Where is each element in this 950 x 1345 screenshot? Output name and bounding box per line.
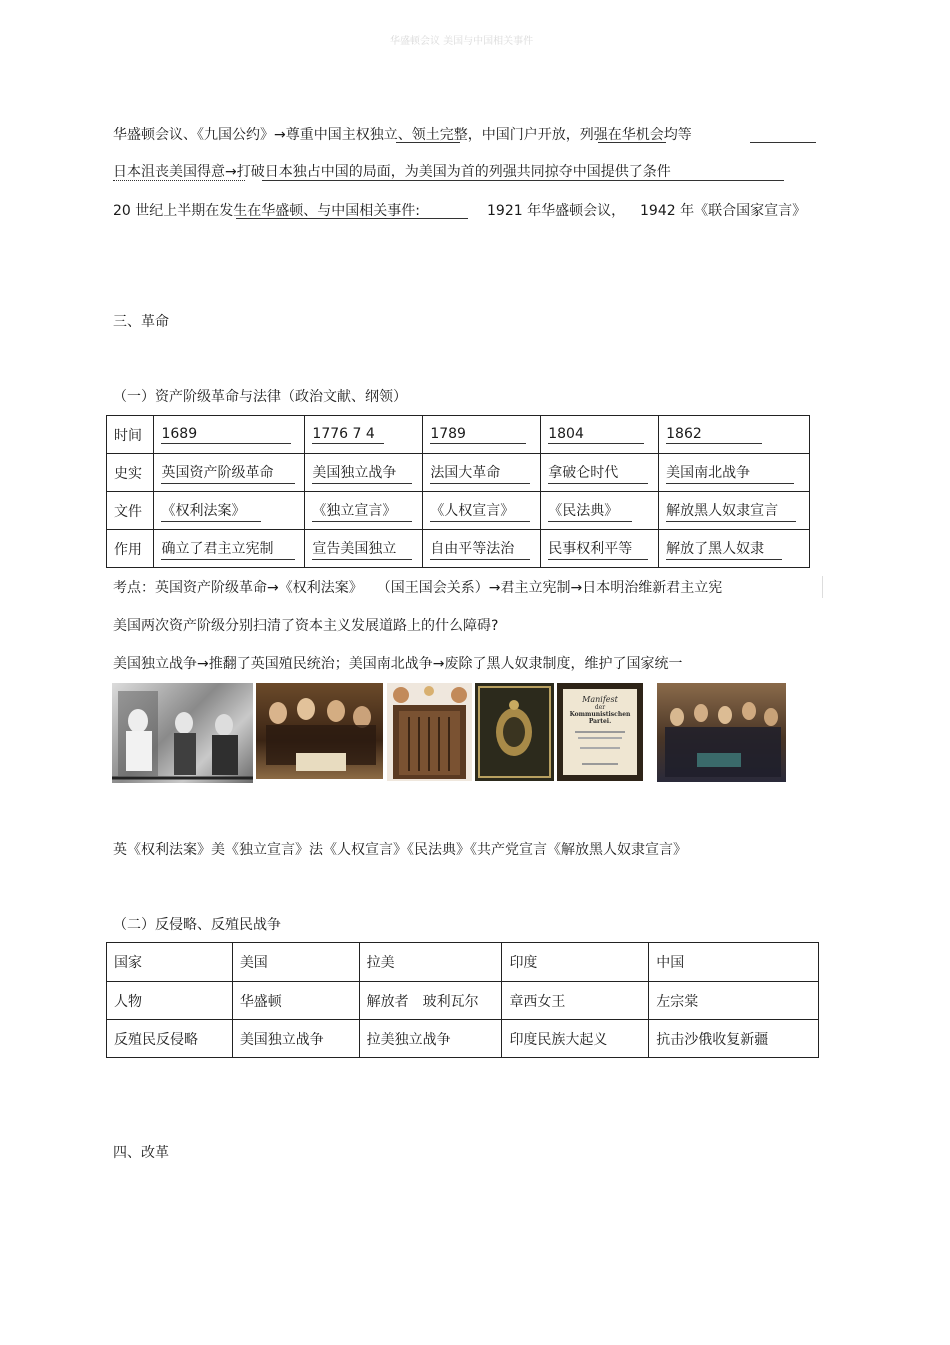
kaodian-note: 考点：英国资产阶级革命→《权利法案》 （国王国会关系）→君主立宪制→日本明治维新君主立宪 [113, 580, 723, 596]
intro-line-2: 日本沮丧美国得意→打破日本独占中国的局面，为美国为首的列强共同掠夺中国提供了条件 [113, 164, 671, 180]
table-cell: 拉美独立战争 [359, 1020, 502, 1058]
rights-declaration-tablet-image [387, 683, 472, 781]
table-cell: 法国大革命 [430, 462, 530, 484]
civil-code-cover-image [475, 683, 554, 781]
table-cell: 美国 [232, 943, 359, 982]
declaration-of-independence-painting-image [256, 683, 383, 779]
row-label: 史实 [107, 454, 154, 492]
table-cell: 反殖民反侵略 [107, 1020, 233, 1058]
row-label: 时间 [107, 416, 154, 454]
underline [750, 142, 816, 143]
table-row [107, 982, 819, 1020]
table-row [107, 454, 810, 492]
table-cell: 1789 [430, 426, 526, 444]
table-cell: 1804 [548, 426, 644, 444]
header-faint-text: 华盛顿会议 美国与中国相关事件 [390, 36, 534, 47]
underline [598, 142, 666, 143]
subsection-1-title: （一）资产阶级革命与法律（政治文献、纲领） [113, 389, 407, 405]
table-cell: 印度民族大起义 [502, 1020, 649, 1058]
table-cell: 解放了黑人奴隶 [666, 538, 782, 560]
table-cell: 1689 [161, 426, 291, 444]
answer-text: 美国独立战争→推翻了英国殖民统治；美国南北战争→废除了黑人奴隶制度，维护了国家统一 [113, 656, 683, 672]
manifesto-title-line3: Kommunistischen Partei. [569, 711, 631, 725]
underline [113, 180, 245, 181]
table-cell: 确立了君主立宪制 [161, 538, 295, 560]
manifesto-title-line1: Manifest [582, 695, 618, 704]
table-cell: 中国 [649, 943, 819, 982]
table-cell: 解放者 玻利瓦尔 [359, 982, 502, 1020]
table-cell: 章西女王 [502, 982, 649, 1020]
manifesto-title-line2: der [594, 704, 606, 711]
table-cell: 拉美 [359, 943, 502, 982]
section-4-title: 四、改革 [113, 1145, 169, 1161]
table-cell: 《独立宣言》 [312, 500, 412, 522]
revolution-law-table [106, 415, 810, 568]
table-cell: 1862 [666, 426, 762, 444]
underline [236, 218, 468, 219]
table-cell: 《权利法案》 [161, 500, 261, 522]
table-cell: 英国资产阶级革命 [161, 462, 295, 484]
table-cell: 拿破仑时代 [548, 462, 648, 484]
table-cell: 左宗棠 [649, 982, 819, 1020]
intro-line-3c: 1942 年《联合国家宣言》 [640, 203, 807, 219]
row-label: 作用 [107, 530, 154, 568]
table-cell: 《人权宣言》 [430, 500, 530, 522]
section-3-title: 三、革命 [113, 314, 169, 330]
table-row [107, 492, 810, 530]
table-cell: 人物 [107, 982, 233, 1020]
table-row [107, 943, 819, 982]
table-cell: 民事权利平等 [548, 538, 648, 560]
underline [262, 180, 784, 181]
table-cell: 《民法典》 [548, 500, 632, 522]
table-row [107, 530, 810, 568]
underline [396, 142, 460, 143]
table-cell: 抗击沙俄收复新疆 [649, 1020, 819, 1058]
table-cell: 宣告美国独立 [312, 538, 412, 560]
margin-mark [822, 576, 823, 598]
table-cell: 华盛顿 [232, 982, 359, 1020]
table-cell: 美国南北战争 [666, 462, 794, 484]
intro-line-3b: 1921 年华盛顿会议， [487, 203, 626, 219]
table-cell: 自由平等法治 [430, 538, 530, 560]
table-cell: 美国独立战争 [232, 1020, 359, 1058]
intro-line-3a: 20 世纪上半期在发生在华盛顿、与中国相关事件: [113, 203, 420, 219]
emancipation-proclamation-painting-image [657, 683, 786, 782]
row-label: 文件 [107, 492, 154, 530]
communist-manifesto-cover-image [557, 683, 643, 781]
bill-of-rights-engraving-image [112, 683, 253, 783]
table-cell: 美国独立战争 [312, 462, 412, 484]
subsection-2-title: （二）反侵略、反殖民战争 [113, 917, 281, 933]
images-caption: 英《权利法案》美《独立宣言》法《人权宣言》《民法典》《共产党宣言《解放黑人奴隶宣言》 [113, 842, 687, 858]
anti-colonial-war-table [106, 942, 819, 1058]
table-row [107, 416, 810, 454]
table-cell: 1776 7 4 [312, 426, 384, 444]
question-text: 美国两次资产阶级分别扫清了资本主义发展道路上的什么障碍? [113, 618, 499, 634]
intro-line-1: 华盛顿会议、《九国公约》→尊重中国主权独立、领土完整，中国门户开放，列强在华机会均等 [113, 127, 692, 143]
table-cell: 国家 [107, 943, 233, 982]
table-row [107, 1020, 819, 1058]
table-cell: 解放黑人奴隶宣言 [666, 500, 796, 522]
table-cell: 印度 [502, 943, 649, 982]
